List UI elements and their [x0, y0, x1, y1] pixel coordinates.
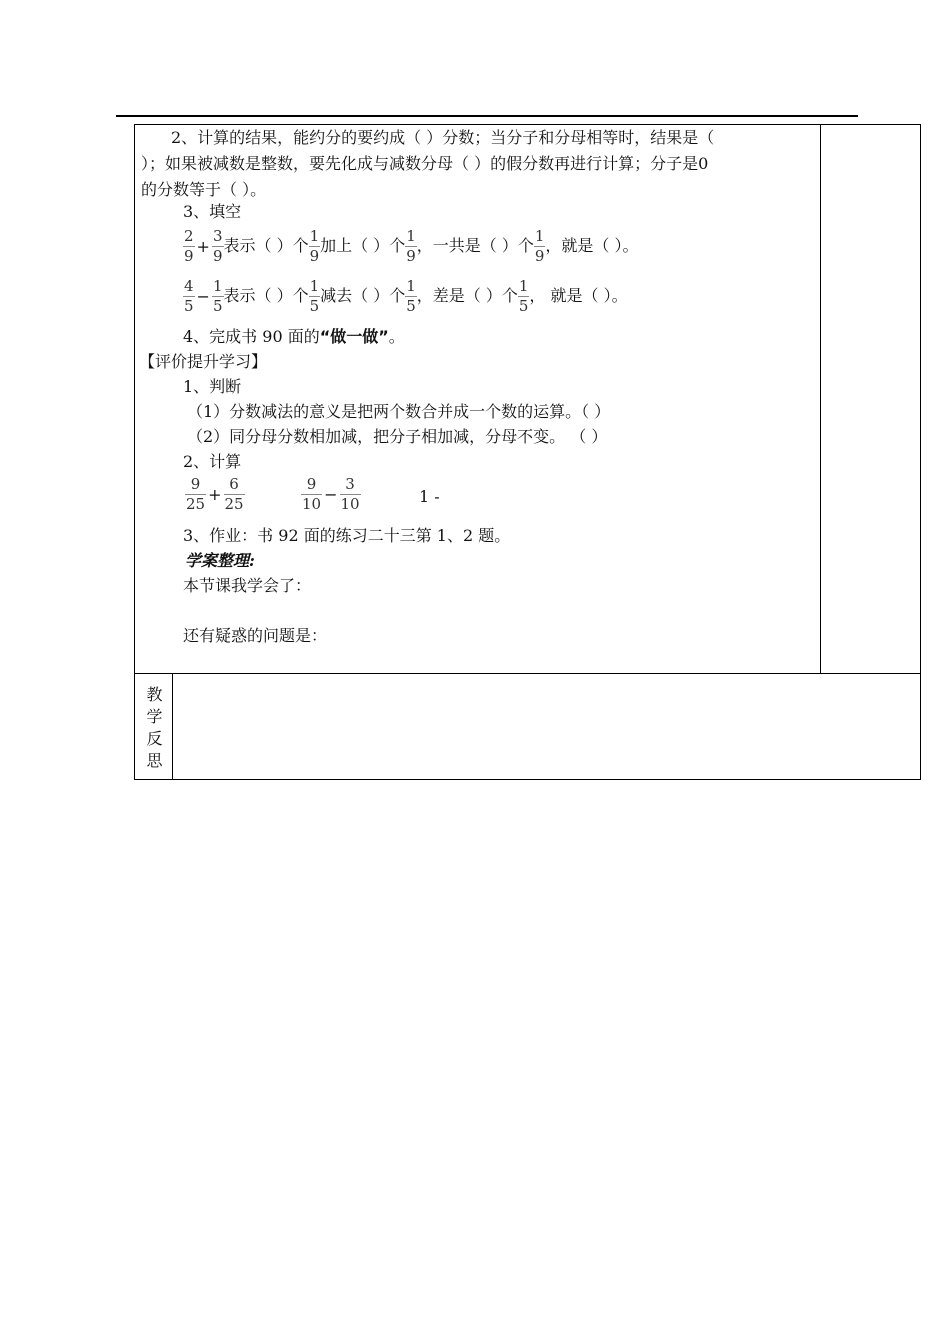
judge-q1: （1）分数减法的意义是把两个数合并成一个数的运算。（ ） [187, 402, 611, 421]
fraction: $\frac{1}{5}$ [406, 277, 416, 315]
side-notes-cell [820, 124, 921, 674]
calc-expr-2: $\frac{9}{10}$ − $\frac{3}{10}$ [302, 475, 360, 513]
p4-line: 4、完成书 90 面的“做一做”。 [183, 327, 405, 346]
reflection-label-cell [134, 673, 173, 780]
fraction: $\frac{4}{5}$ [184, 277, 194, 315]
summary-questions: 还有疑惑的问题是： [183, 626, 328, 645]
fraction: $\frac{6}{25}$ [224, 475, 244, 513]
fraction: $\frac{1}{5}$ [518, 277, 529, 315]
p2-line3: 的分数等于（ ）。 [141, 180, 267, 199]
summary-learned: 本节课我学会了： [183, 576, 312, 595]
fraction: $\frac{1}{9}$ [309, 227, 320, 265]
reflection-content-cell [172, 673, 921, 780]
summary-title: 学案整理: [185, 551, 255, 570]
fraction: $\frac{9}{25}$ [186, 475, 206, 513]
lesson-content-cell [134, 124, 821, 674]
reflection-label: 教 学 反 思 [146, 685, 163, 770]
fraction: $\frac{1}{5}$ [212, 277, 223, 315]
fraction: $\frac{2}{9}$ [184, 227, 194, 265]
judge-q2: （2）同分母分数相加减，把分子相加减，分母不变。 （ ） [187, 427, 608, 446]
p2-line2: ）；如果被减数是整数，要先化成与减数分母（ ）的假分数再进行计算；分子是0 [141, 154, 709, 173]
fill-question-2: $\frac{4}{5}$ − $\frac{1}{5}$ 表示（ ）个 $\frac{1}{5}$ 减去（ ）个 $\frac{1}{5}$ ，差是（ ）个 $\frac{1}{5}$ ， 就是（ ）。 [184, 277, 628, 315]
fraction: $\frac{1}{5}$ [309, 277, 320, 315]
fraction: $\frac{1}{9}$ [534, 227, 545, 265]
fraction: $\frac{3}{10}$ [340, 475, 360, 513]
homework-line: 3、作业：书 92 面的练习二十三第 1、2 题。 [183, 526, 511, 545]
fraction: $\frac{3}{9}$ [212, 227, 223, 265]
calc-title: 2、计算 [183, 452, 242, 471]
fill-question-1: $\frac{2}{9}$ + $\frac{3}{9}$ 表示（ ）个 $\frac{1}{9}$ 加上（ ）个 $\frac{1}{9}$ ，一共是（ ）个 $\frac{1}{9}$ ，就是（ ）。 [184, 227, 639, 265]
header-rule [116, 115, 858, 117]
fraction: $\frac{1}{9}$ [406, 227, 416, 265]
fraction: $\frac{9}{10}$ [302, 475, 322, 513]
calc-expr-3: 1 - [419, 487, 440, 506]
calc-expr-1: $\frac{9}{25}$ + $\frac{6}{25}$ [186, 475, 244, 513]
fill-title: 3、填空 [183, 202, 242, 221]
p2-line1: 2、计算的结果，能约分的要约成（ ）分数；当分子和分母相等时，结果是（ [171, 128, 715, 147]
judge-title: 1、判断 [183, 377, 242, 396]
section-heading-eval: 【评价提升学习】 [139, 352, 268, 371]
